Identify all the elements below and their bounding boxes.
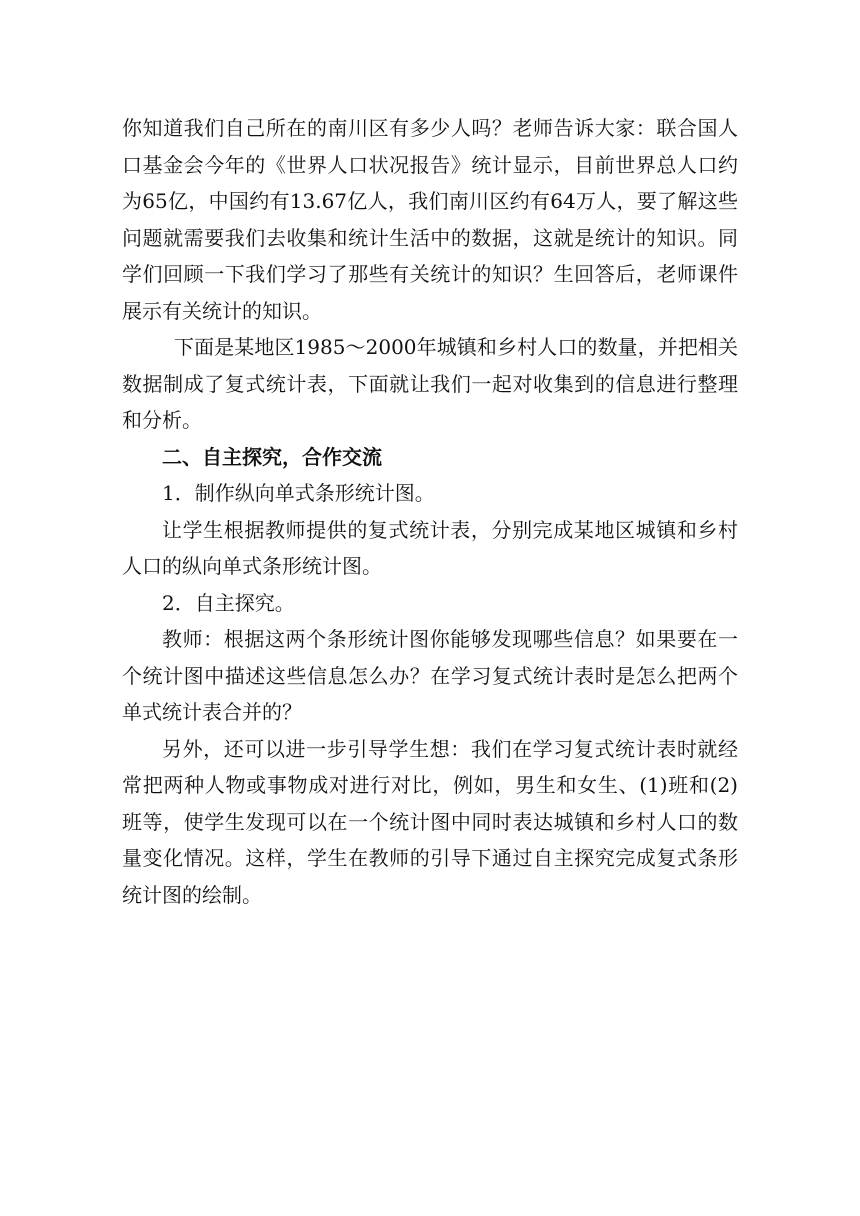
paragraph-intro: 你知道我们自己所在的南川区有多少人吗？老师告诉大家：联合国人口基金会今年的《世界人口状况报告》统计显示，目前世界总人口约为65亿，中国约有13.67亿人，我们南川区约有64万人，要了解这些问题就需要我们去收集和统计生活中的数据，这就是统计的知识。同学们回顾一下我们学习了那些有关统计的知识？生回答后，老师课件展示有关统计的知识。 xyxy=(122,116,738,323)
document-body xyxy=(122,110,738,913)
paragraph-population-data: 下面是某地区1985～2000年城镇和乡村人口的数量，并把相关数据制成了复式统计表，下面就让我们一起对收集到的信息进行整理和分析。 xyxy=(122,335,738,432)
guidance-paragraph: 另外，还可以进一步引导学生想：我们在学习复式统计表时就经常把两种人物或事物成对进行对比，例如，男生和女生、(1)班和(2)班等，使学生发现可以在一个统计图中同时表达城镇和乡村人口的数量变化情况。这样，学生在教师的引导下通过自主探究完成复式条形统计图的绘制。 xyxy=(122,736,738,907)
section-heading: 二、自主探究，合作交流 xyxy=(162,444,382,469)
step-1-body: 让学生根据教师提供的复式统计表，分别完成某地区城镇和乡村人口的纵向单式条形统计图。 xyxy=(122,517,738,578)
step-1-title: 1．制作纵向单式条形统计图。 xyxy=(162,481,435,505)
teacher-question-paragraph: 教师：根据这两个条形统计图你能够发现哪些信息？如果要在一个统计图中描述这些信息怎么办？在学习复式统计表时是怎么把两个单式统计表合并的？ xyxy=(122,627,738,724)
step-2-title: 2．自主探究。 xyxy=(162,590,295,615)
